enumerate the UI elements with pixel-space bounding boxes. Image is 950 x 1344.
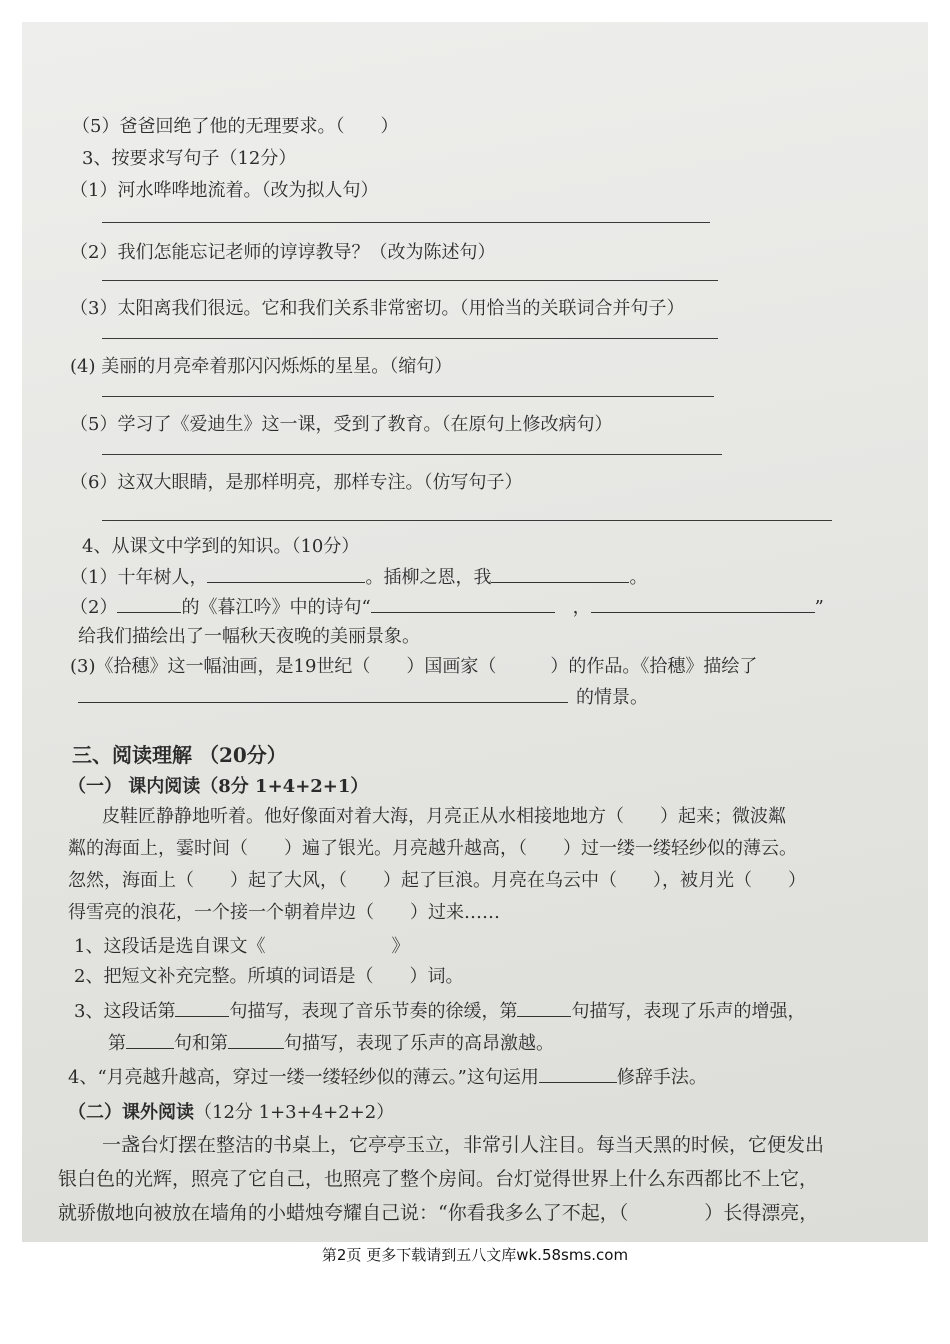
q4-item-1: （1）十年树人， 。插柳之恩，我 。	[70, 567, 648, 588]
passage-line: 粼的海面上，霎时间（ ）遍了银光。月亮越升越高，（ ）过一缕一缕轻纱似的薄云。	[68, 838, 797, 859]
answer-line[interactable]	[102, 338, 718, 339]
q3-title: 3、按要求写句子（12分）	[82, 148, 297, 169]
q3-item-3: （3）太阳离我们很远。它和我们关系非常密切。（用恰当的关联词合并句子）	[70, 298, 685, 319]
q4-item-3-cont: 的情景。	[78, 686, 648, 709]
passage2-line: 一盏台灯摆在整洁的书桌上，它亭亭玉立，非常引人注目。每当天黑的时候，它便发出	[102, 1134, 825, 1156]
passage2-line: 就骄傲地向被放在墙角的小蜡烛夸耀自己说：“你看我多么了不起，（ ）长得漂亮，	[58, 1202, 819, 1224]
q4-item-2: （2） 的《暮江吟》中的诗句“ ， ”	[70, 597, 824, 618]
fill-blank[interactable]	[78, 686, 568, 703]
answer-line[interactable]	[102, 280, 718, 281]
part1-q3-cont: 第 句和第 句描写，表现了乐声的高昂激越。	[108, 1033, 554, 1054]
q3-item-4: (4) 美丽的月亮牵着那闪闪烁烁的星星。（缩句）	[70, 356, 453, 377]
fill-blank[interactable]	[591, 596, 815, 613]
q4-item-2-cont: 给我们描绘出了一幅秋天夜晚的美丽景象。	[78, 626, 420, 647]
passage-line: 忽然，海面上（ ）起了大风，（ ）起了巨浪。月亮在乌云中（ ），被月光（ ）	[68, 870, 806, 891]
passage-line: 皮鞋匠静静地听着。他好像面对着大海，月亮正从水相接地地方（ ）起来；微波粼	[102, 806, 786, 827]
q3-item-1: （1）河水哗哗地流着。（改为拟人句）	[70, 180, 379, 201]
q3-item-2: （2）我们怎能忘记老师的谆谆教导？（改为陈述句）	[70, 242, 496, 263]
answer-line[interactable]	[102, 520, 832, 521]
scanned-exam-page	[22, 22, 928, 1242]
q3-item-5: （5）学习了《爱迪生》这一课，受到了教育。（在原句上修改病句）	[70, 414, 613, 435]
passage2-line: 银白色的光辉，照亮了它自己，也照亮了整个房间。台灯觉得世界上什么东西都比不上它，	[58, 1168, 819, 1190]
q4-title: 4、从课文中学到的知识。（10分）	[82, 536, 360, 557]
page-footer: 第2页 更多下载请到五八文库wk.58sms.com	[321, 1246, 629, 1264]
fill-blank[interactable]	[371, 596, 555, 613]
section3-title: 三、阅读理解 （20分）	[72, 743, 287, 767]
answer-line[interactable]	[102, 396, 714, 397]
fill-blank[interactable]	[491, 566, 629, 583]
fill-blank[interactable]	[126, 1032, 174, 1049]
fill-blank[interactable]	[117, 596, 181, 613]
q2-item-5: （5）爸爸回绝了他的无理要求。（ ）	[72, 116, 399, 137]
part1-q2: 2、把短文补充完整。所填的词语是（ ）词。	[74, 966, 464, 987]
fill-blank[interactable]	[228, 1032, 284, 1049]
part1-q3: 3、这段话第 句描写，表现了音乐节奏的徐缓，第 句描写，表现了乐声的增强，	[74, 1001, 806, 1022]
fill-blank[interactable]	[175, 1000, 229, 1017]
answer-line[interactable]	[102, 222, 710, 223]
q4-item-3: (3)《拾穗》这一幅油画，是19世纪（ ）国画家（ ）的作品。《拾穗》描绘了	[70, 656, 758, 677]
part1-q4: 4、“月亮越升越高，穿过一缕一缕轻纱似的薄云。”这句运用 修辞手法。	[68, 1067, 707, 1088]
fill-blank[interactable]	[207, 566, 365, 583]
part2-title-line: （二）课外阅读（12分 1+3+4+2+2）	[68, 1102, 395, 1123]
answer-line[interactable]	[102, 454, 722, 455]
fill-blank[interactable]	[539, 1066, 617, 1083]
q3-item-6: （6）这双大眼睛，是那样明亮，那样专注。（仿写句子）	[70, 472, 523, 493]
passage-line: 得雪亮的浪花，一个接一个朝着岸边（ ）过来……	[68, 902, 500, 923]
part1-title: （一） 课内阅读（8分 1+4+2+1）	[68, 776, 369, 797]
fill-blank[interactable]	[517, 1000, 571, 1017]
part1-q1: 1、这段话是选自课文《 》	[74, 936, 410, 957]
